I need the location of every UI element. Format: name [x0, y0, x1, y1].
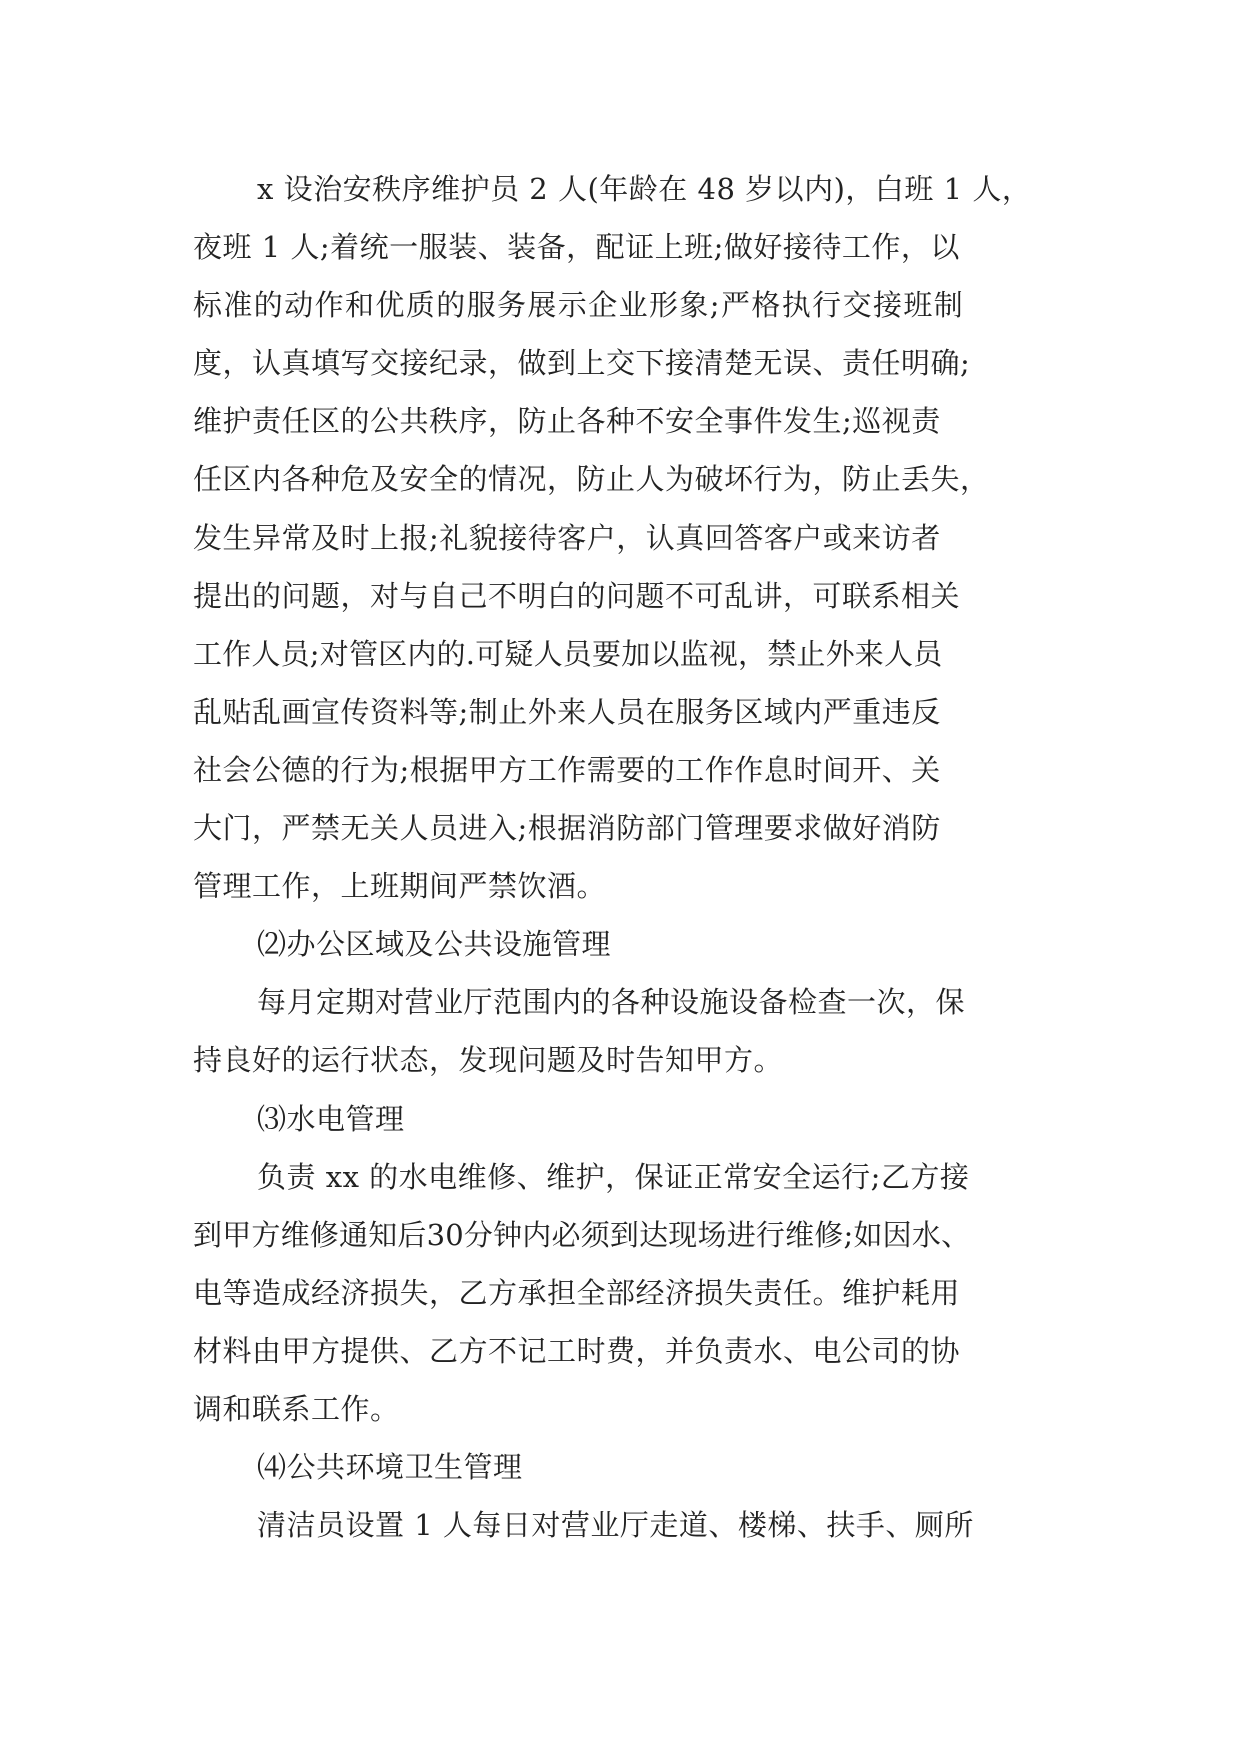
text-line: 清洁员设置 1 人每日对营业厅走道、楼梯、扶手、厕所 — [257, 1508, 974, 1543]
section-heading: ⑷公共环境卫生管理 — [257, 1450, 523, 1485]
text-line: 每月定期对营业厅范围内的各种设施设备检查一次，保 — [257, 985, 966, 1020]
text-line: 发生异常及时上报;礼貌接待客户，认真回答客户或来访者 — [193, 520, 941, 555]
text-line: 工作人员;对管区内的.可疑人员要加以监视，禁止外来人员 — [193, 636, 943, 671]
text-line: 到甲方维修通知后30分钟内必须到达现场进行维修;如因水、 — [193, 1217, 971, 1252]
text-line: 调和联系工作。 — [193, 1391, 400, 1426]
section-heading: ⑵办公区域及公共设施管理 — [257, 927, 612, 962]
text-line: 材料由甲方提供、乙方不记工时费，并负责水、电公司的协 — [193, 1333, 961, 1368]
text-line: 负责 xx 的水电维修、维护，保证正常安全运行;乙方接 — [257, 1159, 970, 1194]
text-line: 社会公德的行为;根据甲方工作需要的工作作息时间开、关 — [193, 752, 941, 787]
text-line: 持良好的运行状态，发现问题及时告知甲方。 — [193, 1043, 784, 1078]
text-line: 维护责任区的公共秩序，防止各种不安全事件发生;巡视责 — [193, 404, 941, 439]
text-line: 度，认真填写交接纪录，做到上交下接清楚无误、责任明确; — [193, 346, 971, 381]
text-line: 标准的动作和优质的服务展示企业形象;严格执行交接班制 — [193, 288, 965, 323]
text-line: 提出的问题，对与自己不明白的问题不可乱讲，可联系相关 — [193, 578, 961, 613]
text-line: 乱贴乱画宣传资料等;制止外来人员在服务区域内严重违反 — [193, 694, 941, 729]
text-line: 电等造成经济损失，乙方承担全部经济损失责任。维护耗用 — [193, 1275, 961, 1310]
section-heading: ⑶水电管理 — [257, 1101, 405, 1136]
document-body — [193, 160, 1093, 1554]
text-line: x 设治安秩序维护员 2 人(年龄在 48 岁以内)，白班 1 人， — [257, 172, 1032, 206]
text-line: 夜班 1 人;着统一服装、装备，配证上班;做好接待工作，以 — [193, 230, 960, 265]
text-line: 任区内各种危及安全的情况，防止人为破坏行为，防止丢失， — [193, 462, 990, 497]
text-line: 大门，严禁无关人员进入;根据消防部门管理要求做好消防 — [193, 811, 941, 846]
text-line: 管理工作，上班期间严禁饮酒。 — [193, 869, 607, 904]
